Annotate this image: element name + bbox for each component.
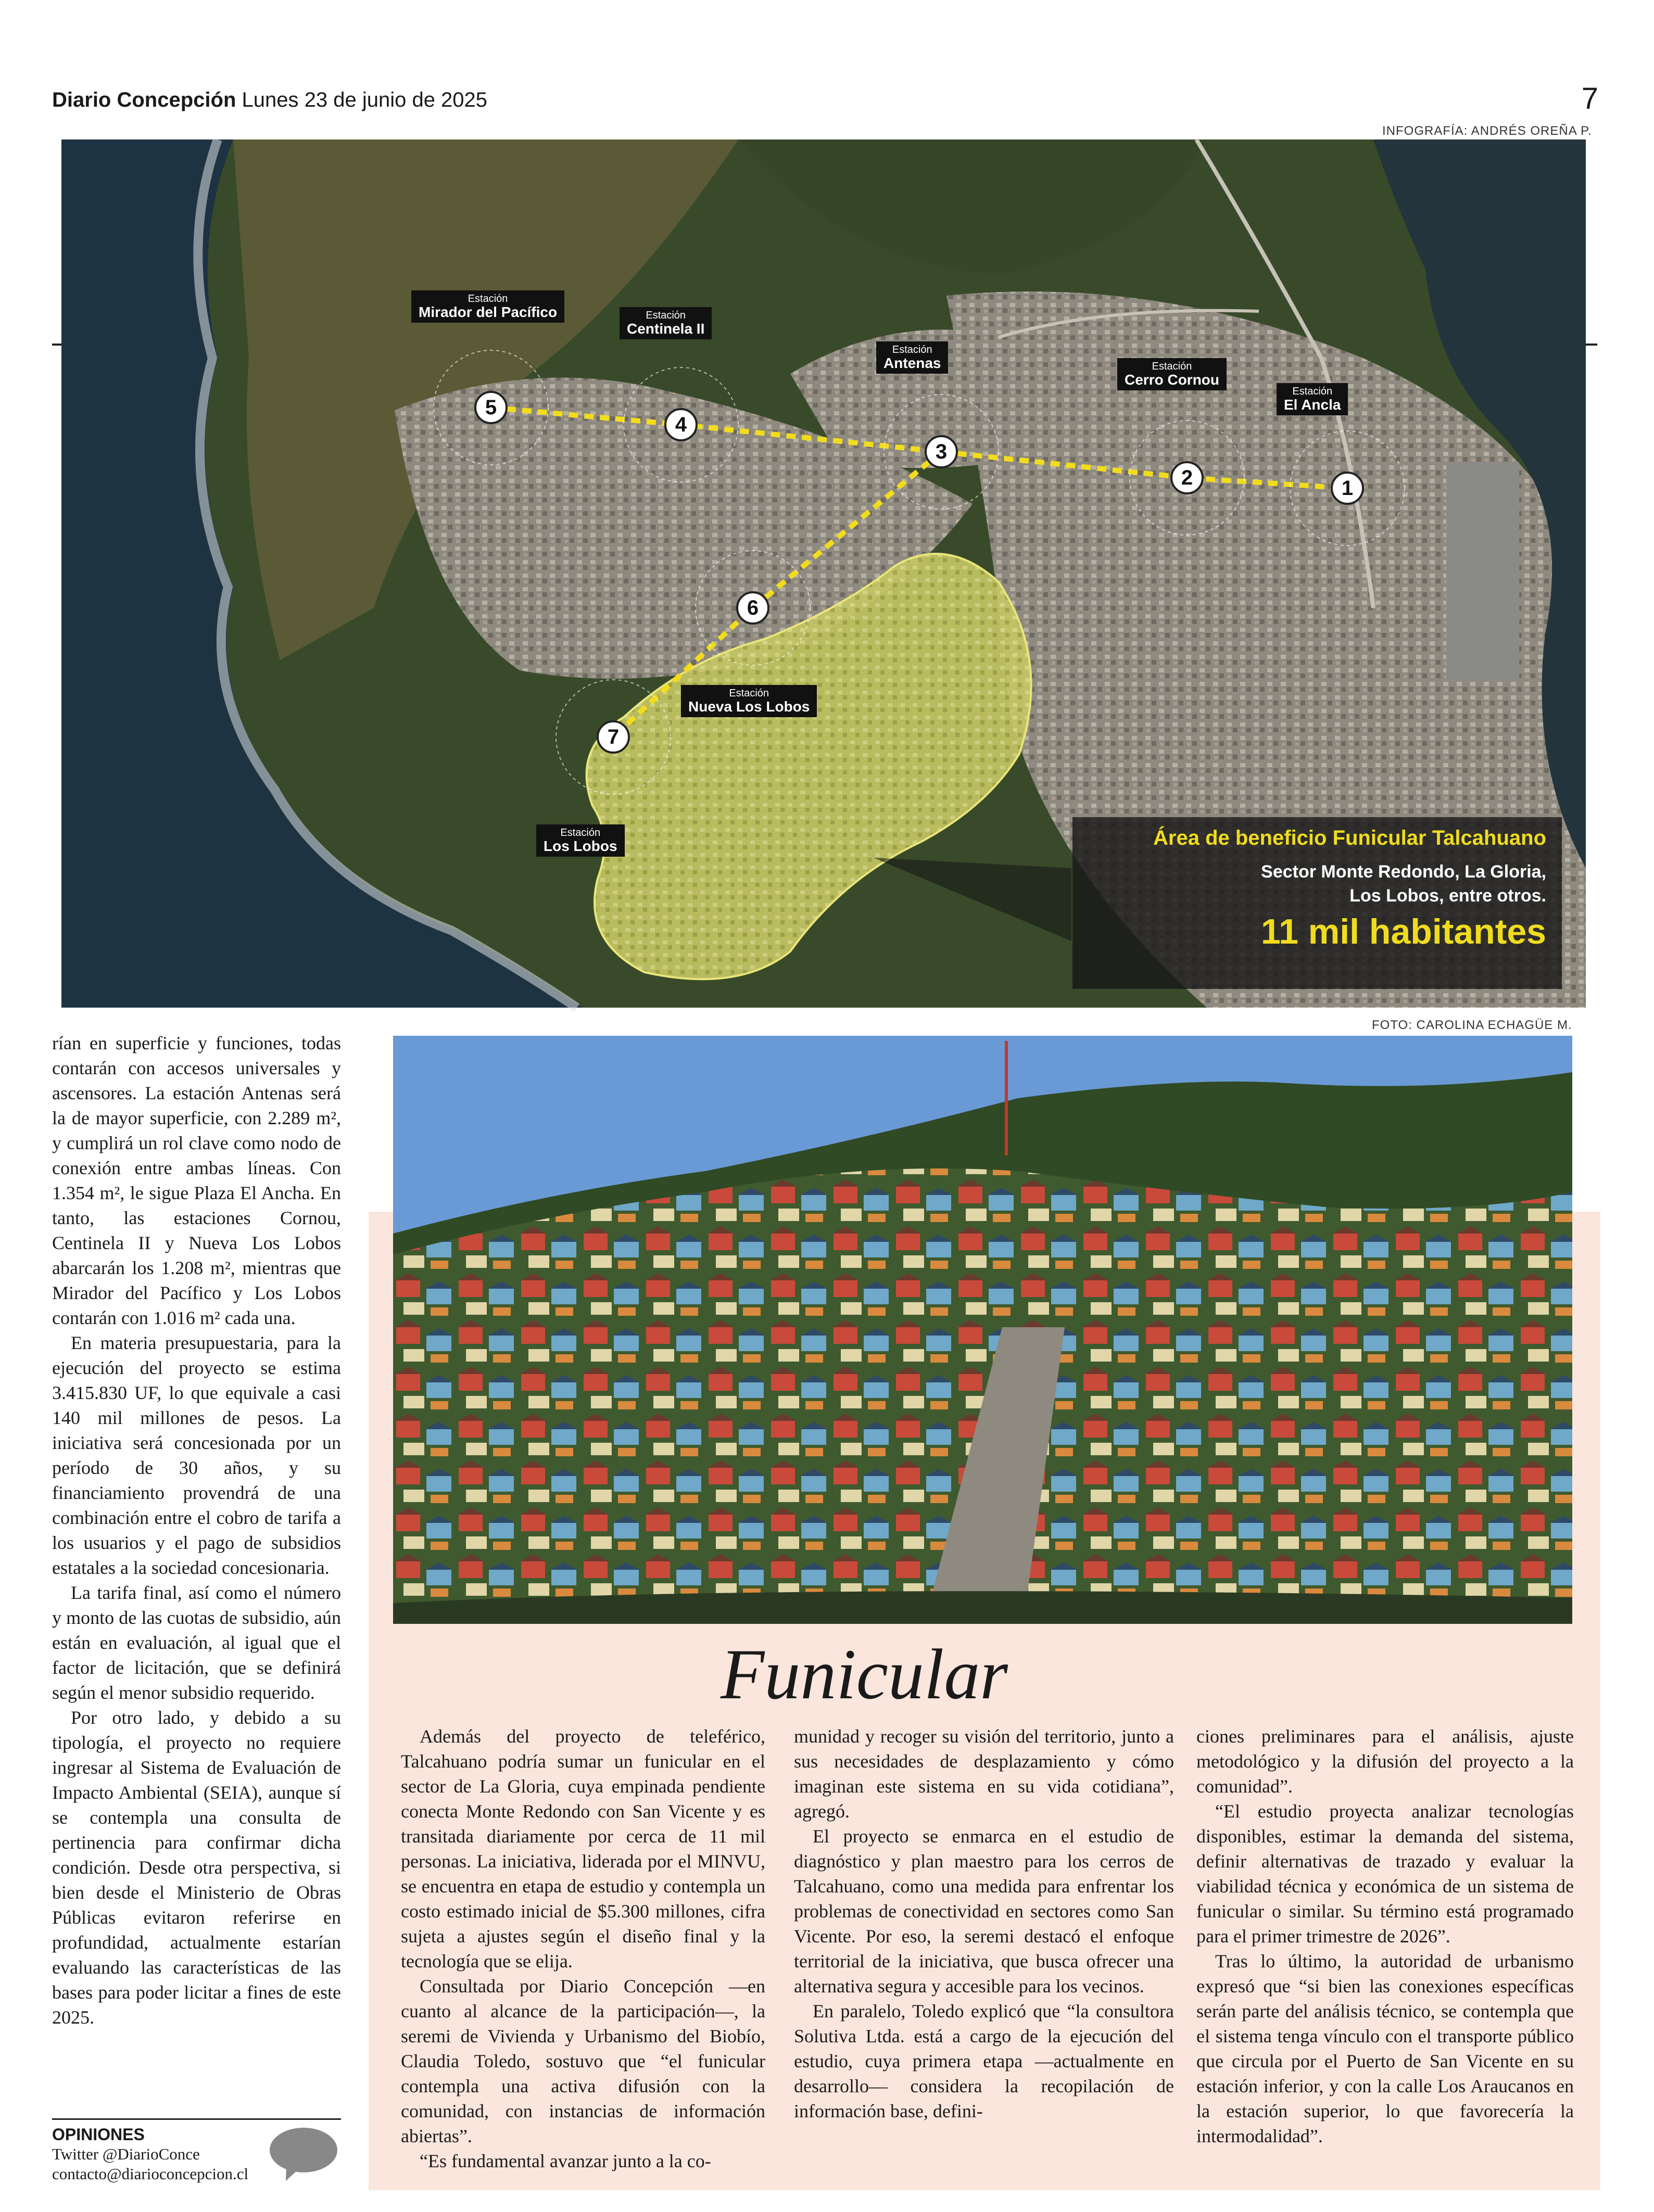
station-label-centinela-ii: [620, 307, 712, 339]
station-name: Mirador del Pacífico: [419, 304, 558, 320]
twitter-handle[interactable]: Twitter @DiarioConce: [52, 2145, 200, 2163]
benefit-area-callout: [1072, 817, 1562, 989]
station-marker-2: 2: [1170, 461, 1204, 494]
station-marker-7: 7: [597, 720, 630, 754]
station-label-mirador-del-pacifico: [411, 290, 564, 323]
article-column-1: [401, 1724, 765, 2173]
station-name: Cerro Cornou: [1125, 372, 1219, 388]
station-prefix: Estación: [468, 293, 508, 304]
paragraph: munidad y recoger su visión del territorio, junto a sus necesidades de desplazamiento y cómo imaginan este sistema en su vida cotidiana”, agregó.: [794, 1726, 1174, 1822]
paragraph: En materia presupuestaria, para la ejecución del proyecto se estima 3.415.830 UF, lo que equivale a casi 140 mil millones de pesos. La iniciativa será concesionada por un período de 30 años, y su financiamiento provendrá de una combinación entre el cobro de tarifa a los usuarios y el pago de subsidios estatales a la sociedad concesionaria.: [52, 1332, 341, 1578]
station-prefix: Estación: [729, 688, 769, 699]
page-number: 7: [1581, 82, 1598, 116]
margin-tick-right: [1586, 344, 1597, 346]
station-label-cerro-cornou: [1117, 358, 1227, 390]
station-prefix: Estación: [646, 310, 686, 321]
station-label-los-lobos: [536, 824, 625, 857]
station-label-antenas: [876, 341, 948, 374]
benefit-sectors-line2: Los Lobos, entre otros.: [1349, 885, 1546, 906]
station-marker-4: 4: [664, 408, 698, 441]
issue-date: Lunes 23 de junio de 2025: [242, 88, 488, 111]
infographic-credit: INFOGRAFÍA: ANDRÉS OREÑA P.: [1382, 124, 1592, 138]
left-column-text: [52, 1031, 341, 2030]
speech-bubble-icon: [270, 2128, 337, 2172]
photo-credit: FOTO: CAROLINA ECHAGÜE M.: [1372, 1018, 1572, 1032]
benefit-sectors: [1088, 860, 1546, 908]
opinions-heading: OPINIONES: [52, 2125, 145, 2144]
article-column-3: [1196, 1724, 1574, 2149]
publication-name: Diario Concepción: [52, 88, 236, 111]
paragraph: La tarifa final, así como el número y monto de las cuotas de subsidio, aún están en evaluación, al igual que el factor de licitación, que se definirá según el menor subsidio requerido.: [52, 1582, 341, 1703]
paragraph: ciones preliminares para el análisis, ajuste metodológico y la difusión del proyecto a la comunidad”.: [1196, 1726, 1574, 1797]
station-marker-5: 5: [474, 391, 508, 424]
margin-tick-left: [52, 344, 62, 346]
station-marker-1: 1: [1331, 472, 1364, 505]
station-prefix: Estación: [1292, 386, 1333, 397]
paragraph: rían en superficie y funciones, todas contarán con accesos universales y ascensores. La estación Antenas será la de mayor superficie, con 2.289 m², y cumplirá un rol clave como nodo de conexión entre ambas líneas. Con 1.354 m², le sigue Plaza El Ancha. En tanto, las estaciones Cornou, Centinela II y Nueva Los Lobos abarcarán los 1.208 m², mientras que Mirador del Pacífico y Los Lobos contarán con 1.016 m² cada una.: [52, 1033, 341, 1328]
paragraph: “Es fundamental avanzar junto a la co-: [420, 2151, 711, 2171]
paragraph: El proyecto se enmarca en el estudio de diagnóstico y plan maestro para los cerros de Talcahuano, como una medida para enfrentar los problemas de conectividad en sectores como San Vicente. Por eso, la seremi destacó el enfoque territorial de la iniciativa, que busca ofrecer una alternativa segura y accesible para los vecinos.: [794, 1826, 1174, 1997]
station-name: Nueva Los Lobos: [688, 698, 810, 715]
benefit-title: Área de beneficio Funicular Talcahuano: [1153, 827, 1546, 849]
paragraph: Consultada por Diario Concepción —en cuanto al alcance de la participación—, la seremi de Vivienda y Urbanismo del Biobío, Claudia Toledo, sostuvo que “el funicular contempla una activa difusión con la comunidad, con instancias de información abiertas”.: [401, 1976, 765, 2146]
station-prefix: Estación: [1152, 361, 1192, 372]
station-name: Los Lobos: [544, 838, 617, 854]
hillside-photo-illustration: [393, 1036, 1572, 1624]
paragraph: Por otro lado, y debido a su tipología, el proyecto no requiere ingresar al Sistema de Evaluación de Impacto Ambiental (SEIA), aunque sí se contempla una consulta de pertinencia para confirmar dicha condición. Desde otra perspectiva, si bien desde el Ministerio de Obras Públicas evitaron referirse en profundidad, actualmente estarían evaluando las características de las bases para poder licitar a fines de este 2025.: [52, 1707, 341, 2028]
station-label-nueva-los-lobos: [681, 685, 817, 717]
station-name: Centinela II: [627, 321, 705, 337]
masthead: [52, 88, 487, 112]
station-name: Antenas: [883, 355, 941, 371]
station-marker-6: 6: [736, 591, 769, 625]
article-title: Funicular: [721, 1634, 1008, 1714]
paragraph: “El estudio proyecta analizar tecnologías disponibles, estimar la demanda del sistema, definir alternativas de trazado y evaluar la viabilidad técnica y económica de un sistema de funicular o similar. Su término está programado para el primer trimestre de 2026”.: [1196, 1801, 1574, 1947]
paragraph: En paralelo, Toledo explicó que “la consultora Solutiva Ltda. está a cargo de la ejecución del estudio, cuya primera etapa —actualmente en desarrollo— considera la recopilación de información base, defini-: [794, 2001, 1174, 2121]
contact-email[interactable]: contacto@diarioconcepcion.cl: [52, 2165, 249, 2183]
benefit-sectors-line1: Sector Monte Redondo, La Gloria,: [1261, 862, 1546, 882]
station-prefix: Estación: [560, 827, 601, 838]
station-marker-3: 3: [925, 435, 958, 468]
station-label-el-ancla: [1277, 383, 1348, 415]
benefit-headline: 11 mil habitantes: [1261, 911, 1546, 951]
station-prefix: Estación: [892, 344, 932, 355]
article-column-2: [794, 1724, 1174, 2124]
paragraph: Tras lo último, la autoridad de urbanismo expresó que “si bien las conexiones específicas serán parte del análisis técnico, se contempla que el sistema tenga vínculo con el transporte público que circula por el Puerto de San Vicente en su estación inferior, y con la calle Los Araucanos en la estación superior, lo que favorecería la intermodalidad”.: [1196, 1951, 1574, 2146]
paragraph: Además del proyecto de teleférico, Talcahuano podría sumar un funicular en el sector de La Gloria, cuya empinada pendiente conecta Monte Redondo con San Vicente y es transitada diariamente por cerca de 11 mil personas. La iniciativa, liderada por el MINVU, se encuentra en etapa de estudio y contempla un costo estimado inicial de $5.300 millones, cifra sujeta a ajustes según el diseño final y la tecnología que se elija.: [401, 1726, 765, 1972]
hillside-houses-photo: [393, 1036, 1572, 1624]
station-name: El Ancla: [1284, 397, 1341, 413]
page-header: [52, 82, 1604, 120]
